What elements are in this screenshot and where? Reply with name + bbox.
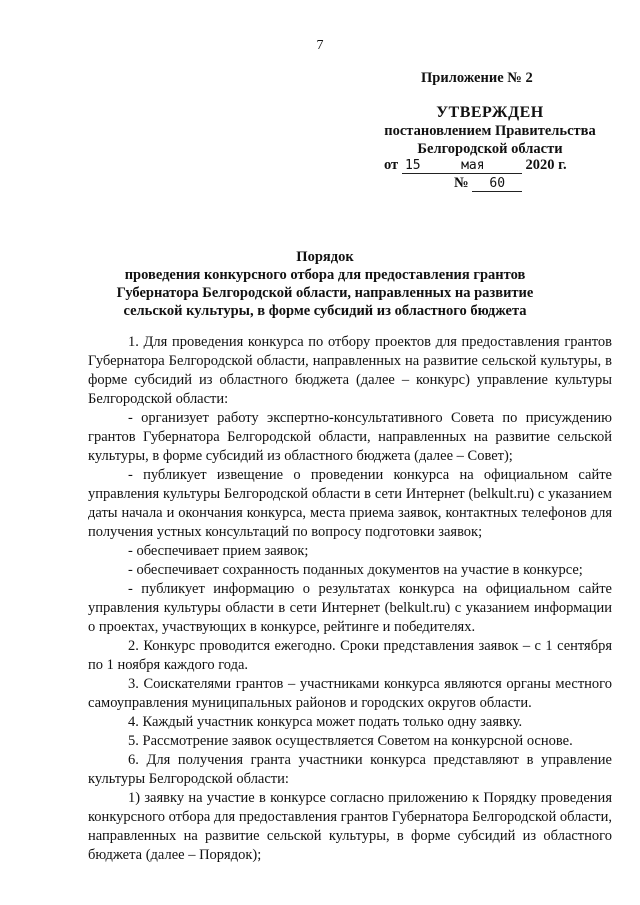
title-line: проведения конкурсного отбора для предоставления грантов xyxy=(124,267,526,283)
paragraph-1: 1. Для проведения конкурса по отбору проектов для предоставления грантов Губернатора Белгородской области, направленных на развитие сельской культуры, в форме субсидий из областного бюджета (далее – конкурс) управление культуры Белгородской области: xyxy=(88,334,612,407)
paragraph-3: 3. Соискателями грантов – участниками конкурса являются органы местного самоуправления муниципальных районов и городских округов области. xyxy=(88,676,612,711)
date-month: мая xyxy=(424,158,522,174)
document-body xyxy=(88,333,612,865)
document-number: 60 xyxy=(472,176,522,192)
page-number: 7 xyxy=(316,38,324,53)
number-prefix: № xyxy=(454,175,469,191)
approval-block xyxy=(380,104,600,158)
paragraph-2: 2. Конкурс проводится ежегодно. Сроки представления заявок – с 1 сентября по 1 ноября каждого года. xyxy=(88,638,612,673)
list-item: - организует работу экспертно-консультативного Совета по присуждению грантов Губернатора Белгородской области, направленных на развитие сельской культуры, в форме субсидий из областного бюджета (далее – Совет); xyxy=(88,410,612,464)
document-title xyxy=(60,248,590,320)
title-line: Порядок xyxy=(296,249,354,265)
paragraph-5: 5. Рассмотрение заявок осуществляется Советом на конкурсной основе. xyxy=(128,733,573,749)
appendix-label: Приложение № 2 xyxy=(421,70,533,86)
list-item: - обеспечивает прием заявок; xyxy=(128,543,309,559)
approval-line-1: постановлением Правительства xyxy=(384,123,596,139)
list-item: - обеспечивает сохранность поданных документов на участие в конкурсе; xyxy=(128,562,583,578)
approval-heading: УТВЕРЖДЕН xyxy=(436,104,544,121)
approval-line-2: Белгородской области xyxy=(417,141,563,157)
approval-number-line xyxy=(454,175,522,192)
title-line: Губернатора Белгородской области, направленных на развитие xyxy=(116,285,534,301)
approval-date-line xyxy=(384,157,567,174)
subitem-1: 1) заявку на участие в конкурсе согласно приложению к Порядку проведения конкурсного отбора для предоставления грантов Губернатора Белгородской области, направленных на развитие сельской культуры, в форме субсидий из областного бюджета (далее – Порядок); xyxy=(88,790,612,863)
list-item: - публикует информацию о результатах конкурса на официальном сайте управления культуры области в сети Интернет (belkult.ru) с указанием информации о проектах, участвующих в конкурсе, рейтинге и победителях. xyxy=(88,581,612,635)
date-day: 15 xyxy=(402,158,424,174)
date-year: 2020 г. xyxy=(525,157,567,173)
list-item: - публикует извещение о проведении конкурса на официальном сайте управления культуры Белгородской области в сети Интернет (belkult.ru) с указанием даты начала и окончания конкурса, места приема заявок, контактных телефонов для получения устных консультаций по вопросу подготовки заявок; xyxy=(88,467,612,540)
date-prefix: от xyxy=(384,157,399,173)
title-line: сельской культуры, в форме субсидий из областного бюджета xyxy=(123,303,527,319)
paragraph-4: 4. Каждый участник конкурса может подать только одну заявку. xyxy=(128,714,523,730)
paragraph-6: 6. Для получения гранта участники конкурса представляют в управление культуры Белгородской области: xyxy=(88,752,612,787)
